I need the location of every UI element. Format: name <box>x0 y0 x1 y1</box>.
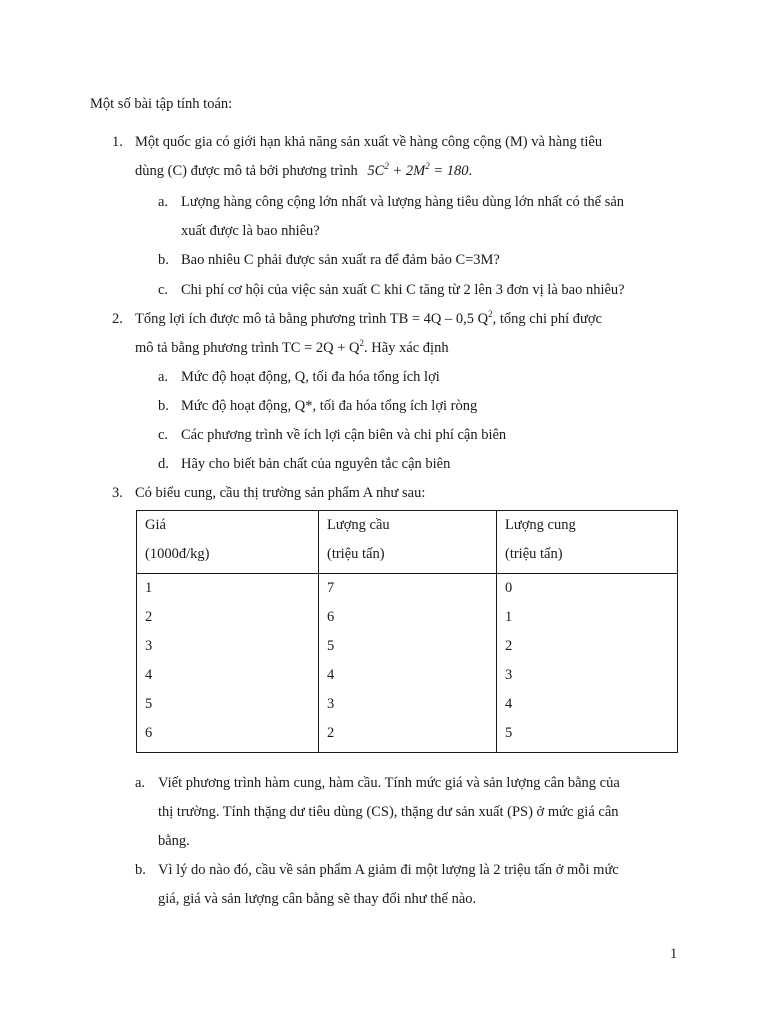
q2-text-line2: mô tả bằng phương trình TC = $2Q + Q^2$. Hãy xác định <box>135 338 449 356</box>
q3-a-label: a. <box>135 775 146 791</box>
q2-a-label: a. <box>158 369 169 385</box>
q2-text-line1: Tổng lợi ích được mô tả bằng phương trình TB = 4Q – 0,5 $Q^2$, tổng chi phí được <box>135 309 602 327</box>
q2-b-text: Mức độ hoạt động, Q*, tối đa hóa tổng ích lợi ròng <box>181 398 478 414</box>
table-cell: 3 <box>145 638 153 654</box>
table-cell: 7 <box>327 580 335 596</box>
q2-d-text: Hãy cho biết bản chất của nguyên tắc cận biên <box>181 456 451 472</box>
q1-a-label: a. <box>158 194 169 210</box>
table-cell: 3 <box>505 667 513 683</box>
q1-c-line1: Chi phí cơ hội của việc sản xuất C khi C tăng từ 2 lên 3 đơn vị là bao nhiêu? <box>181 282 625 298</box>
q1-text-line2-words: dùng (C) được mô tả bởi phương trình <box>135 163 358 179</box>
q2-number: 2. <box>112 311 123 327</box>
table-cell: 5 <box>505 725 513 741</box>
table-cell: 5 <box>145 696 153 712</box>
q1-a-line2: xuất được là bao nhiêu? <box>181 223 320 239</box>
table-cell: 2 <box>505 638 513 654</box>
header-demand: Lượng cầu (triệu tấn) <box>319 511 497 574</box>
table-cell: 3 <box>327 696 335 712</box>
table-cell: 6 <box>145 725 153 741</box>
section-heading: Một số bài tập tính toán: <box>90 96 233 112</box>
q3-b-label: b. <box>135 862 146 878</box>
table-cell: 5 <box>327 638 335 654</box>
q3-a-line2: thị trường. Tính thặng dư tiêu dùng (CS), thặng dư sản xuất (PS) ở mức giá cân <box>158 804 619 820</box>
table-cell: 4 <box>505 696 513 712</box>
demand-column <box>319 574 497 753</box>
table-cell: 0 <box>505 580 513 596</box>
table-cell: 4 <box>327 667 335 683</box>
supply-column <box>497 574 678 753</box>
price-column <box>137 574 319 753</box>
page-number: 1 <box>670 946 678 962</box>
q3-b-line1: Vì lý do nào đó, cầu về sản phẩm A giảm đi một lượng là 2 triệu tấn ở mỗi mức <box>158 862 619 878</box>
q1-b-label: b. <box>158 252 169 268</box>
table-body-row <box>137 574 678 753</box>
table-cell: 4 <box>145 667 153 683</box>
q3-a-line3: bằng. <box>158 833 190 849</box>
q2-c-label: c. <box>158 427 169 443</box>
q2-b-label: b. <box>158 398 169 414</box>
q1-text-line2: dùng (C) được mô tả bởi phương trình $5C^2 + 2M^2 = 180$. <box>135 161 473 179</box>
q3-number: 3. <box>112 485 123 501</box>
table-cell: 1 <box>505 609 513 625</box>
q2-a-text: Mức độ hoạt động, Q, tối đa hóa tổng ích lợi <box>181 369 440 385</box>
table-cell: 2 <box>145 609 153 625</box>
supply-demand-table <box>136 510 678 753</box>
q1-c-label: c. <box>158 282 169 298</box>
q1-b-line1: Bao nhiêu C phải được sản xuất ra để đảm bảo C=3M? <box>181 252 500 268</box>
q3-a-line1: Viết phương trình hàm cung, hàm cầu. Tính mức giá và sản lượng cân bằng của <box>158 775 620 791</box>
table-cell: 2 <box>327 725 335 741</box>
q1-text-line1: Một quốc gia có giới hạn khả năng sản xuất về hàng công cộng (M) và hàng tiêu <box>135 134 603 150</box>
q1-number: 1. <box>112 134 123 150</box>
header-supply: Lượng cung (triệu tấn) <box>497 511 678 574</box>
q2-c-text: Các phương trình về ích lợi cận biên và chi phí cận biên <box>181 427 507 443</box>
q3-b-line2: giá, giá và sản lượng cân bằng sẽ thay đổi như thế nào. <box>158 891 477 907</box>
table-header-row <box>137 511 678 574</box>
q1-a-line1: Lượng hàng công cộng lớn nhất và lượng hàng tiêu dùng lớn nhất có thể sản <box>181 194 625 210</box>
table-cell: 6 <box>327 609 335 625</box>
table-cell: 1 <box>145 580 153 596</box>
q3-intro: Có biểu cung, cầu thị trường sản phẩm A như sau: <box>135 485 426 501</box>
q1-equation: $5C^2 + 2M^2 = 180$ <box>367 161 469 179</box>
q2-d-label: d. <box>158 456 169 472</box>
header-price: Giá (1000đ/kg) <box>137 511 319 574</box>
